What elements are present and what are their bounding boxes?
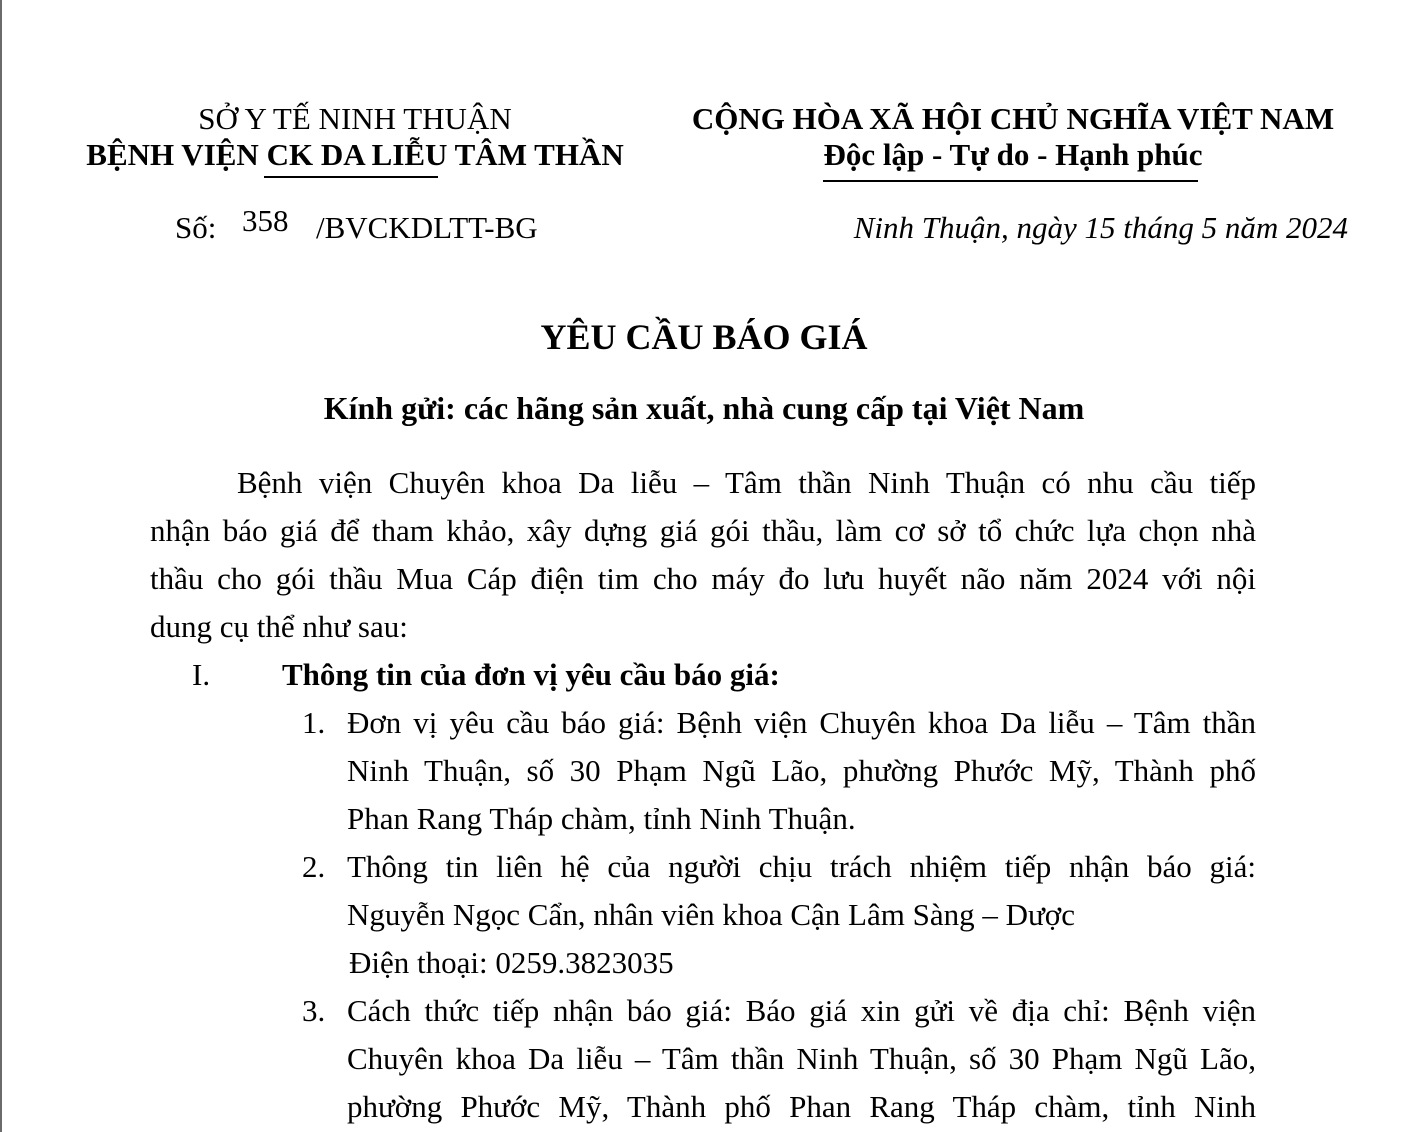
department-name: SỞ Y TẾ NINH THUẬN (198, 101, 512, 136)
intro-line-3: thầu cho gói thầu Mua Cáp điện tim cho máy đo lưu huyết não năm 2024 với nội (150, 561, 1256, 596)
page-edge (0, 0, 2, 1132)
item-3-line-1: Cách thức tiếp nhận báo giá: Báo giá xin gửi về địa chỉ: Bệnh viện (347, 993, 1256, 1028)
item-2-number: 2. (302, 849, 326, 884)
item-2-line-2: Nguyễn Ngọc Cẩn, nhân viên khoa Cận Lâm Sàng – Dược (347, 897, 1075, 932)
intro-line-2: nhận báo giá để tham khảo, xây dựng giá gói thầu, làm cơ sở tổ chức lựa chọn nhà (150, 513, 1256, 548)
motto-underline (823, 180, 1198, 182)
item-1-number: 1. (302, 705, 326, 740)
item-2-line-1: Thông tin liên hệ của người chịu trách nhiệm tiếp nhận báo giá: (347, 849, 1256, 884)
document-title: YÊU CẦU BÁO GIÁ (540, 317, 868, 357)
hospital-underline (264, 176, 438, 178)
item-1-line-1: Đơn vị yêu cầu báo giá: Bệnh viện Chuyên khoa Da liễu – Tâm thần (347, 705, 1256, 740)
hospital-name: BỆNH VIỆN CK DA LIỄU TÂM THẦN (86, 137, 624, 172)
intro-line-4: dung cụ thể như sau: (150, 609, 408, 644)
item-3-number: 3. (302, 993, 326, 1028)
recipient-line: Kính gửi: các hãng sản xuất, nhà cung cấp tại Việt Nam (323, 390, 1085, 426)
section-heading: Thông tin của đơn vị yêu cầu báo giá: (282, 657, 780, 692)
document-number-label: Số: (175, 210, 217, 245)
intro-line-1: Bệnh viện Chuyên khoa Da liễu – Tâm thần Ninh Thuận có nhu cầu tiếp (237, 465, 1256, 500)
republic-name: CỘNG HÒA XÃ HỘI CHỦ NGHĨA VIỆT NAM (691, 101, 1335, 136)
item-1-line-2: Ninh Thuận, số 30 Phạm Ngũ Lão, phường Phước Mỹ, Thành phố (347, 753, 1256, 788)
document-number-suffix: /BVCKDLTT-BG (316, 210, 538, 245)
motto: Độc lập - Tự do - Hạnh phúc (823, 137, 1203, 172)
item-2-line-3: Điện thoại: 0259.3823035 (349, 945, 674, 980)
item-3-line-3: phường Phước Mỹ, Thành phố Phan Rang Tháp chàm, tỉnh Ninh (347, 1089, 1256, 1124)
section-number: I. (192, 657, 211, 692)
item-3-line-2: Chuyên khoa Da liễu – Tâm thần Ninh Thuận, số 30 Phạm Ngũ Lão, (347, 1041, 1256, 1076)
item-1-line-3: Phan Rang Tháp chàm, tỉnh Ninh Thuận. (347, 801, 856, 836)
document-number-value: 358 (242, 203, 289, 238)
document-date: Ninh Thuận, ngày 15 tháng 5 năm 2024 (853, 210, 1348, 245)
